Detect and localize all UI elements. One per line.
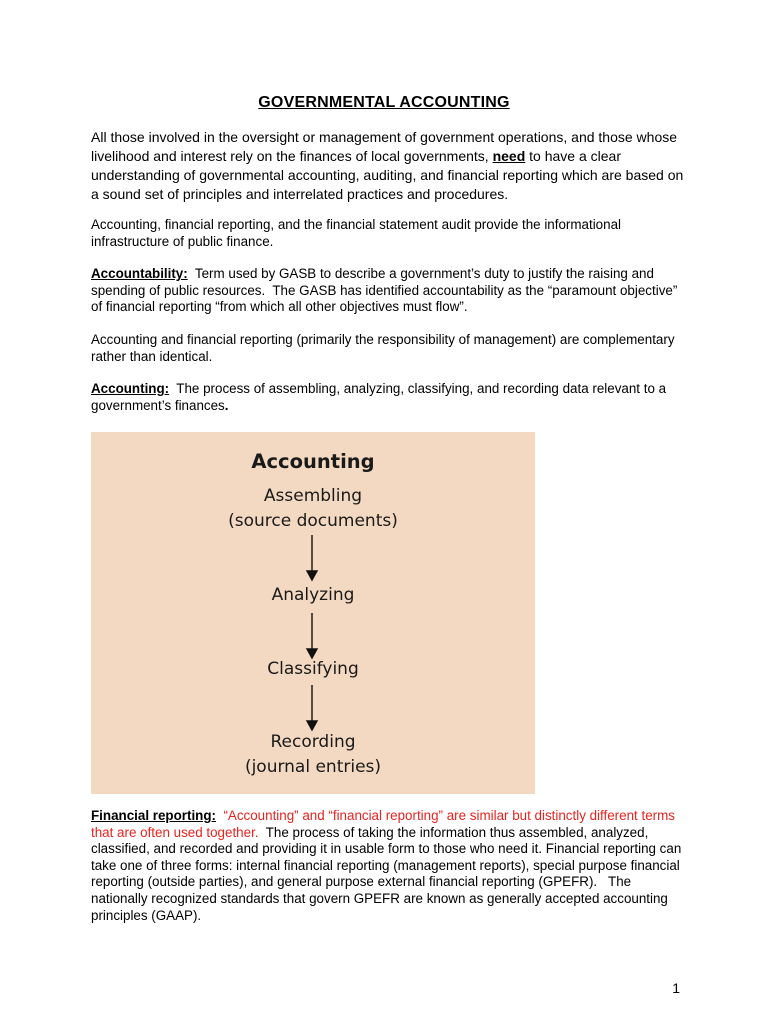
financial-reporting-paragraph — [91, 808, 691, 924]
page-title: GOVERNMENTAL ACCOUNTING — [258, 94, 510, 111]
accountability-paragraph — [91, 266, 691, 316]
figure-step-assembling-note: (source documents) — [228, 511, 398, 531]
accounting-end: . — [224, 397, 229, 413]
financial-reporting-term: Financial reporting: — [91, 808, 216, 823]
financial-reporting-text: The process of taking the information thus assembled, analyzed, classified, and recorded and providing it in usable form to those who need it. Financial reporting can take one of three forms: internal financial reporting (management reports), special purpose financial reporting (outside parties), and general purpose external financial reporting (GPEFR). The nationally recognized standards that govern GPEFR are known as generally accepted accounting principles (GAAP). — [91, 824, 686, 923]
accounting-paragraph — [91, 381, 691, 414]
figure-step-assembling-label: Assembling — [263, 486, 363, 506]
intro-paragraph — [91, 128, 691, 204]
financial-reporting-highlight: “Accounting” and “financial reporting” are similar but distinctly different terms that are often used together. — [91, 808, 679, 840]
complementary-paragraph: Accounting and financial reporting (primarily the responsibility of management) are complementary rather than identical. — [91, 332, 675, 364]
figure-step-analyzing: Analyzing — [271, 585, 355, 605]
accounting-text: The process of assembling, analyzing, classifying, and recording data relevant to a government’s finances — [91, 381, 670, 413]
arrow-head-icon — [307, 571, 317, 580]
figure-step-recording-note: (journal entries) — [244, 757, 382, 777]
page-number: 1 — [672, 980, 680, 996]
arrow-head-icon — [307, 649, 317, 658]
figure-title: Accounting — [251, 450, 375, 473]
arrow-head-icon — [307, 721, 317, 730]
intro-text-end: to have a clear understanding of governmental accounting, auditing, and financial reporting which are based on a sound set of principles and interrelated practices and procedures. — [91, 148, 684, 202]
figure-step-classifying: Classifying — [267, 659, 359, 679]
figure-step-recording-label: Recording — [270, 732, 356, 752]
accountability-term: Accountability: — [91, 266, 188, 281]
accounting-term: Accounting: — [91, 381, 170, 396]
intro-text-start: All those involved in the oversight or management of government operations, and those whose livelihood and interest rely on the finances of local governments, — [91, 129, 678, 164]
intro-emphasis: need — [492, 148, 526, 164]
figure-arrows — [91, 432, 535, 794]
accounting-process-figure — [91, 432, 535, 794]
accountability-text: Term used by GASB to describe a government’s duty to justify the raising and spending of public resources. The GASB has identified accountability as the “paramount objective” of financial reporting “from which all other objectives must flow”. — [91, 266, 682, 315]
infrastructure-paragraph: Accounting, financial reporting, and the financial statement audit provide the informational infrastructure of public finance. — [91, 217, 621, 249]
